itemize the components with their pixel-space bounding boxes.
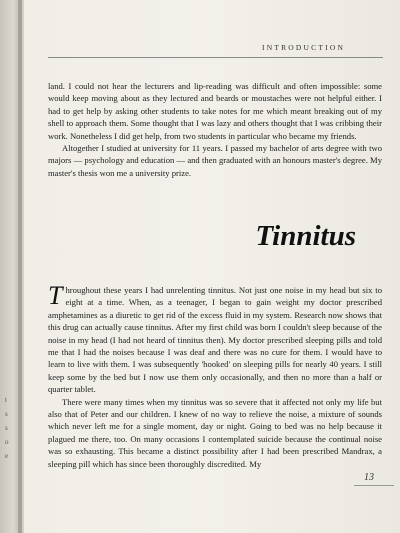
- footer-rule: [354, 485, 394, 486]
- paragraph-with-drop-cap: [48, 281, 382, 396]
- body-text-top: [48, 80, 382, 179]
- page-number: 13: [364, 472, 374, 483]
- left-page-letter: o: [5, 438, 9, 446]
- left-page-letter: t: [5, 396, 7, 404]
- paragraph: Altogether I studied at university for 11 years. I passed my bachelor of arts degree with two majors — psychology and education — and then graduated with an honours master's degree. My master's thesis won me a university prize.: [48, 143, 382, 178]
- left-page-letter: s: [5, 410, 8, 418]
- body-text-bottom: [48, 281, 382, 470]
- paragraph: land. I could not hear the lecturers and lip-reading was difficult and often impossible: some would keep moving about as they lectured and beards or moustaches were not helpful either. I had to get help by asking other students to take notes for me which meant breaking out of my shell to approach them. Some thought that I was lazy and others thought that I was cribbing their work. Nonetheless I did get help, from two students in particular who became my friends.: [48, 81, 382, 141]
- left-page-letter: s: [5, 424, 8, 432]
- right-page: [24, 0, 400, 533]
- paragraph: There were many times when my tinnitus was so severe that it affected not only my life but also that of Peter and our children. I knew of no way to relieve the noise, a mixture of sounds which never left me for a single moment, day or night. Going to bed was no help because it plagued me there, too. On many occasions I contemplated suicide because the continual noise was so exhausting. This became a distinct possibility after I had been prescribed Mandrax, a sleeping pill which has since been thoroughly discredited. My: [48, 396, 382, 469]
- chapter-title: Tinnitus: [255, 220, 356, 252]
- drop-cap: T: [48, 281, 63, 310]
- running-head: INTRODUCTION: [262, 43, 346, 52]
- header-rule: [48, 57, 383, 58]
- paragraph-text: hroughout these years I had unrelenting tinnitus. Not just one noise in my head but six to eight at a time. When, as a teenager, I began to gain weight my doctor prescribed amphetamines as a diuretic to get rid of the excess fluid in my system. Research now shows that this drug can actually cause tinnitus. After my first child was born I couldn't sleep because of the noise in my head (I had not heard of tinnitus then). My doctor prescribed sleeping pills and told me that I had the noises because I was deaf and there was no cure for them. I would have to learn to live with them. I was subsequently 'hooked' on sleeping pills for nearly 40 years. I still keep some by the bed but I now use them only occasionally, and then no more than a half or quarter tablet.: [48, 285, 382, 395]
- left-page-letter: e: [5, 452, 9, 460]
